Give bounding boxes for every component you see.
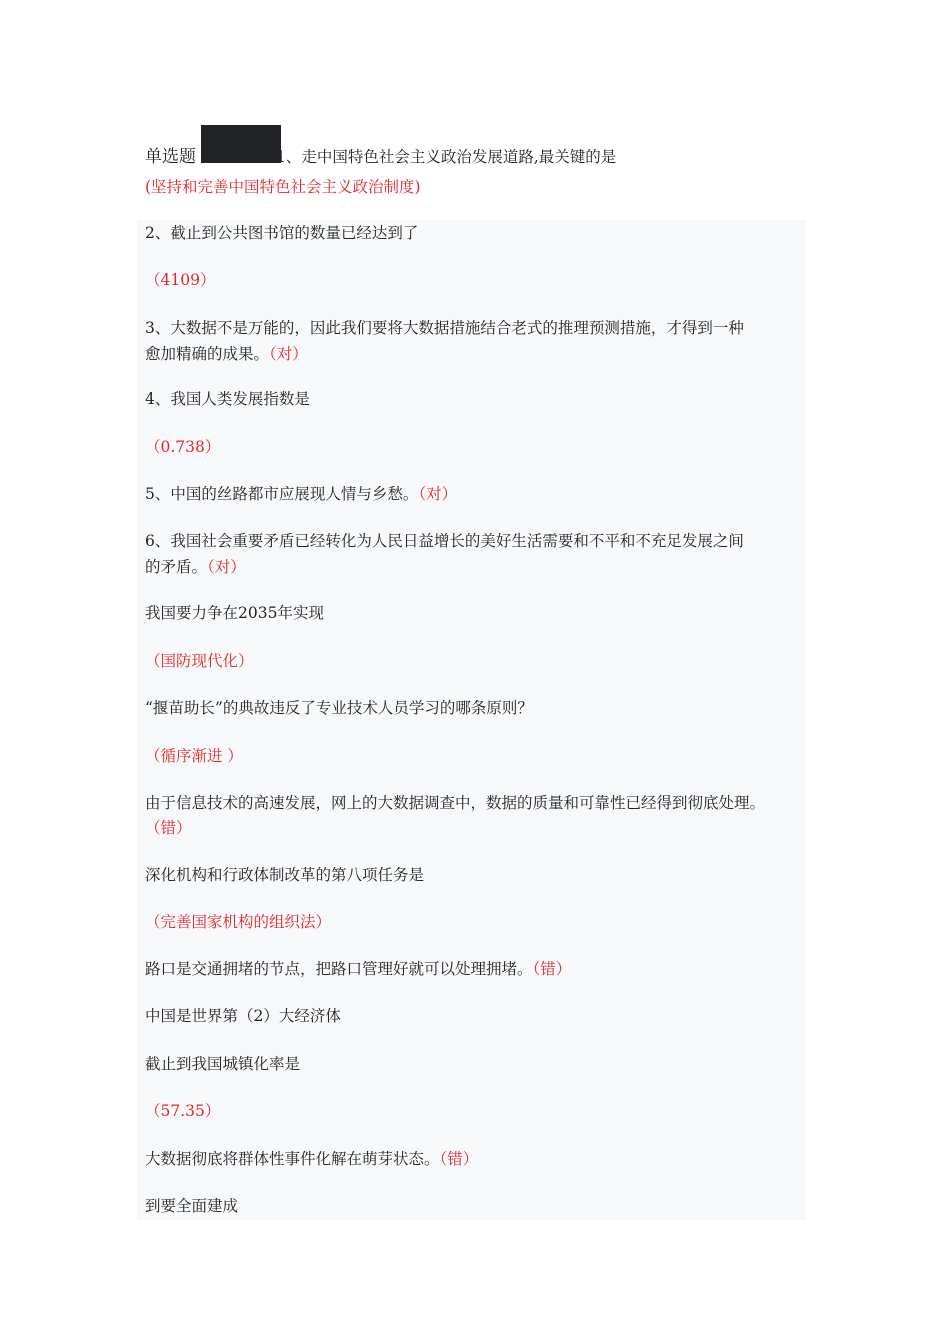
question-6-text2: 的矛盾。 [145,558,208,576]
question-6: 6、我国社会重要矛盾已经转化为人民日益增长的美好生活需要和不平和不充足发展之间 [145,532,744,550]
question-4: 4、我国人类发展指数是 [145,390,310,408]
section-label: 单选题 [145,147,196,167]
question-1 [145,147,616,167]
question-10: 深化机构和行政体制改革的第八项任务是 [145,866,425,884]
question-6-cont [145,557,246,577]
answer-8: （循序渐进 ） [145,747,243,765]
question-11-text: 路口是交通拥堵的节点，把路口管理好就可以处理拥堵。 [145,960,533,978]
question-15: 到要全面建成 [145,1197,239,1215]
answer-5: （对） [418,485,458,503]
answer-11: （错） [532,960,572,978]
question-5-text: 5、中国的丝路都市应展现人情与乡愁。 [145,485,419,503]
question-8: “揠苗助长”的典故违反了专业技术人员学习的哪条原则？ [145,699,533,717]
answer-6: （对） [207,558,246,576]
answer-10: （完善国家机构的组织法） [145,913,332,931]
question-14-text: 大数据彻底将群体性事件化解在萌芽状态。 [145,1150,440,1168]
question-9: 由于信息技术的高速发展，网上的大数据调查中，数据的质量和可靠性已经得到彻底处理。 [145,794,766,812]
question-7: 我国要力争在2035年实现 [145,604,324,622]
answer-2: （4109） [145,271,216,289]
question-3-text2: 愈加精确的成果。 [145,345,270,363]
answer-13: （57.35） [145,1102,221,1120]
answer-3: （对） [269,345,308,363]
question-2: 2、截止到公共图书馆的数量已经达到了 [145,224,419,242]
answer-1: (坚持和完善中国特色社会主义政治制度) [145,178,421,196]
question-11 [145,959,571,979]
answer-7: （国防现代化） [145,652,254,670]
question-3: 3、大数据不是万能的，因此我们要将大数据措施结合老式的推理预测措施，才得到一种 [145,319,744,337]
question-12: 中国是世界第（2）大经济体 [145,1007,341,1025]
question-13: 截止到我国城镇化率是 [145,1055,301,1073]
question-1-text: 1、走中国特色社会主义政治发展道路,最关键的是 [276,148,617,166]
answer-4: （0.738） [145,438,221,456]
answer-14: （错） [439,1150,479,1168]
question-14 [145,1149,478,1169]
answer-9: （错） [145,819,192,837]
question-5 [145,484,457,504]
question-3-cont [145,344,308,364]
